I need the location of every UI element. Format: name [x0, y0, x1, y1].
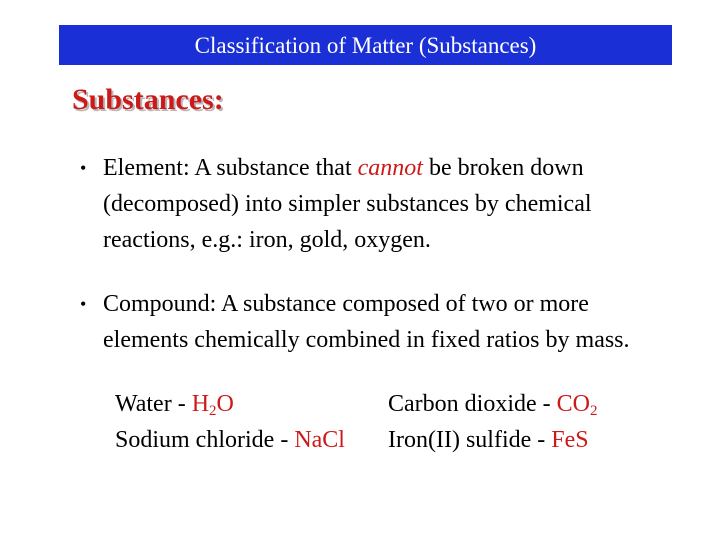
element-definition-text	[80, 150, 680, 258]
bullet-icon: •	[80, 294, 87, 314]
iron-sulfide-example	[388, 422, 589, 458]
water-formula: $H_2O$	[191, 391, 234, 419]
slide-title: Classification of Matter (Substances)	[194, 33, 537, 58]
water-example	[115, 386, 234, 422]
slide-title-bar	[59, 25, 672, 65]
sodium-chloride-example	[115, 422, 345, 458]
element-lead-text: Element: A substance that	[103, 155, 358, 181]
compound-definition-item	[80, 286, 680, 358]
bullet-icon: •	[80, 158, 87, 178]
element-definition-item	[80, 150, 680, 258]
sodium-chloride-formula: NaCl	[294, 427, 345, 453]
compound-definition-text: Compound: A substance composed of two or more elements chemically combined in fixed ratios by mass.	[103, 291, 630, 353]
iron-sulfide-label: Iron(II) sulfide -	[388, 427, 552, 453]
sodium-chloride-label: Sodium chloride -	[115, 427, 295, 453]
water-label: Water -	[115, 391, 192, 417]
carbon-dioxide-label: Carbon dioxide -	[388, 391, 557, 417]
element-emphasis-text: cannot	[357, 155, 423, 181]
iron-sulfide-formula: FeS	[551, 427, 589, 453]
section-heading: Substances:	[72, 83, 224, 116]
carbon-dioxide-formula: $CO_2$	[556, 391, 598, 419]
element-rest-text: be broken down (decomposed) into simpler substances by chemical reactions, e.g.: iron, gold, oxygen.	[103, 155, 592, 253]
carbon-dioxide-example	[388, 386, 597, 422]
